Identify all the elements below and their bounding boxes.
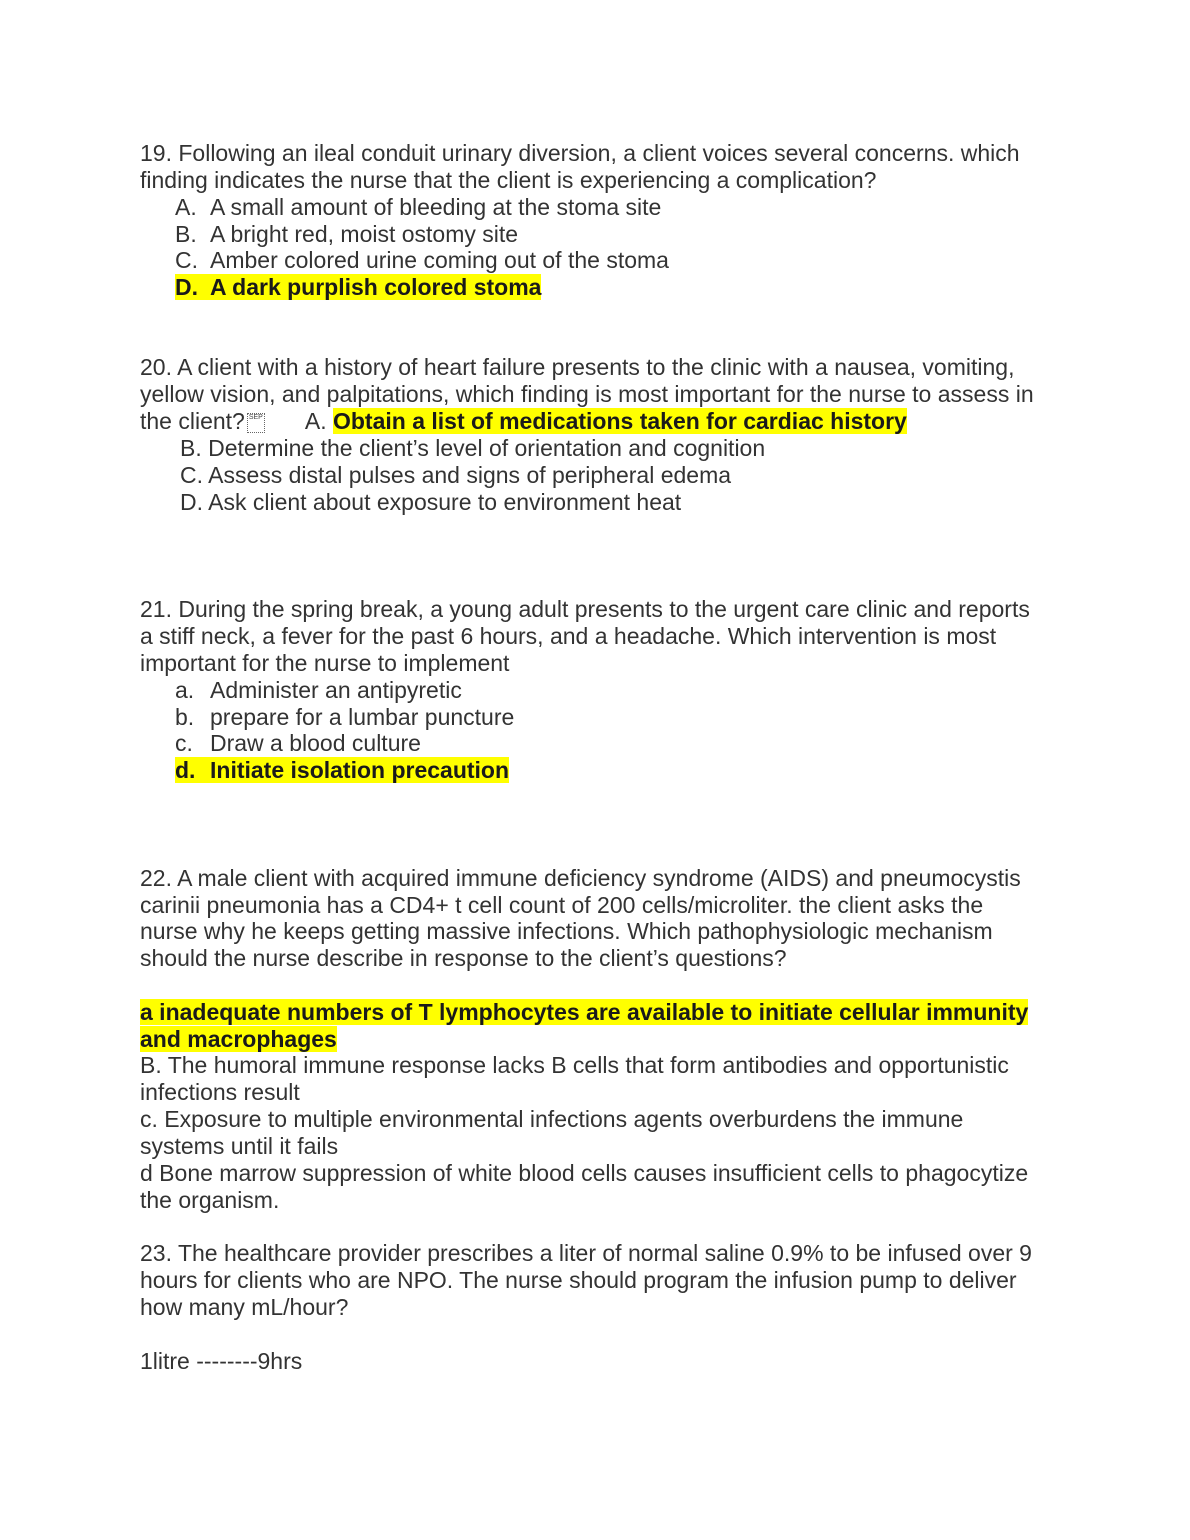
- option-text: Administer an antipyretic: [210, 677, 462, 703]
- q19-option-c: [175, 247, 669, 274]
- q20-stem-text: the client?: [140, 408, 245, 434]
- option-label: A.: [175, 194, 197, 220]
- q19-option-b: [175, 221, 518, 248]
- q22-stem-line4: should the nurse describe in response to the client’s questions?: [140, 945, 787, 971]
- q21-stem-line2: a stiff neck, a fever for the past 6 hours, and a headache. Which intervention is most: [140, 623, 997, 649]
- q22-option-c-line2: systems until it fails: [140, 1133, 339, 1159]
- option-label: B.: [175, 221, 197, 247]
- q22-option-c-line1: c. Exposure to multiple environmental infections agents overburdens the immune: [140, 1106, 964, 1132]
- q22-answer-text-cont: and macrophages: [140, 1026, 337, 1052]
- q22-option-b-line2: infections result: [140, 1079, 300, 1105]
- option-text: A small amount of bleeding at the stoma site: [210, 194, 662, 220]
- option-text: prepare for a lumbar puncture: [210, 704, 515, 730]
- q19-stem-line1: 19. Following an ileal conduit urinary diversion, a client voices several concerns. which: [140, 140, 1020, 166]
- q22-answer-line1: [140, 999, 1028, 1026]
- q19-option-a: [175, 194, 661, 221]
- q21-stem-line3: important for the nurse to implement: [140, 650, 510, 676]
- option-label: C.: [175, 247, 198, 273]
- q20-stem-line1: 20. A client with a history of heart failure presents to the clinic with a nausea, vomiting,: [140, 354, 1015, 380]
- option-text: A bright red, moist ostomy site: [210, 221, 519, 247]
- q23-stem-line2: hours for clients who are NPO. The nurse should program the infusion pump to deliver: [140, 1267, 1017, 1293]
- option-text: Initiate isolation precaution: [210, 757, 510, 783]
- q20-stem-line3: [140, 408, 907, 435]
- q21-option-c: [175, 730, 421, 757]
- q20-stem-line2: yellow vision, and palpitations, which finding is most important for the nurse to assess in: [140, 381, 1034, 407]
- q21-option-b: [175, 704, 514, 731]
- q20-option-d: D. Ask client about exposure to environment heat: [180, 489, 682, 515]
- option-text: A dark purplish colored stoma: [210, 274, 542, 300]
- q22-option-d-line1: d Bone marrow suppression of white blood cells causes insufficient cells to phagocytize: [140, 1160, 1029, 1186]
- option-label: c.: [175, 730, 193, 756]
- q21-stem-line1: 21. During the spring break, a young adult presents to the urgent care clinic and reports: [140, 596, 1030, 622]
- option-text: Draw a blood culture: [210, 730, 421, 756]
- q20-answer-label: A.: [304, 408, 327, 434]
- option-label: b.: [175, 704, 195, 730]
- option-text: Amber colored urine coming out of the stoma: [210, 247, 669, 273]
- option-label: d.: [175, 757, 196, 783]
- q20-option-c: C. Assess distal pulses and signs of peripheral edema: [180, 462, 732, 488]
- q20-option-b: B. Determine the client’s level of orientation and cognition: [180, 435, 766, 461]
- q23-stem-line1: 23. The healthcare provider prescribes a liter of normal saline 0.9% to be infused over 9: [140, 1240, 1032, 1266]
- q22-option-d-line2: the organism.: [140, 1187, 280, 1213]
- separator-glyph: SEP: [247, 413, 265, 433]
- q19-stem-line2: finding indicates the nurse that the client is experiencing a complication?: [140, 167, 877, 193]
- option-label: a.: [175, 677, 195, 703]
- q21-option-a: [175, 677, 462, 704]
- q22-stem-line1: 22. A male client with acquired immune deficiency syndrome (AIDS) and pneumocystis: [140, 865, 1021, 891]
- option-label: D.: [175, 274, 198, 300]
- q23-working: 1litre --------9hrs: [140, 1348, 303, 1374]
- q21-option-d-answer: [175, 757, 509, 784]
- q23-stem-line3: how many mL/hour?: [140, 1294, 349, 1320]
- q22-answer-text: a inadequate numbers of T lymphocytes are available to initiate cellular immunity: [140, 999, 1029, 1025]
- q20-answer-text: Obtain a list of medications taken for cardiac history: [332, 408, 907, 434]
- q22-stem-line3: nurse why he keeps getting massive infections. Which pathophysiologic mechanism: [140, 918, 993, 944]
- q22-option-b-line1: B. The humoral immune response lacks B cells that form antibodies and opportunistic: [140, 1052, 1009, 1078]
- q22-answer-line2: [140, 1026, 337, 1053]
- q19-option-d-answer: [175, 274, 541, 301]
- q22-stem-line2: carinii pneumonia has a CD4+ t cell count of 200 cells/microliter. the client asks the: [140, 892, 984, 918]
